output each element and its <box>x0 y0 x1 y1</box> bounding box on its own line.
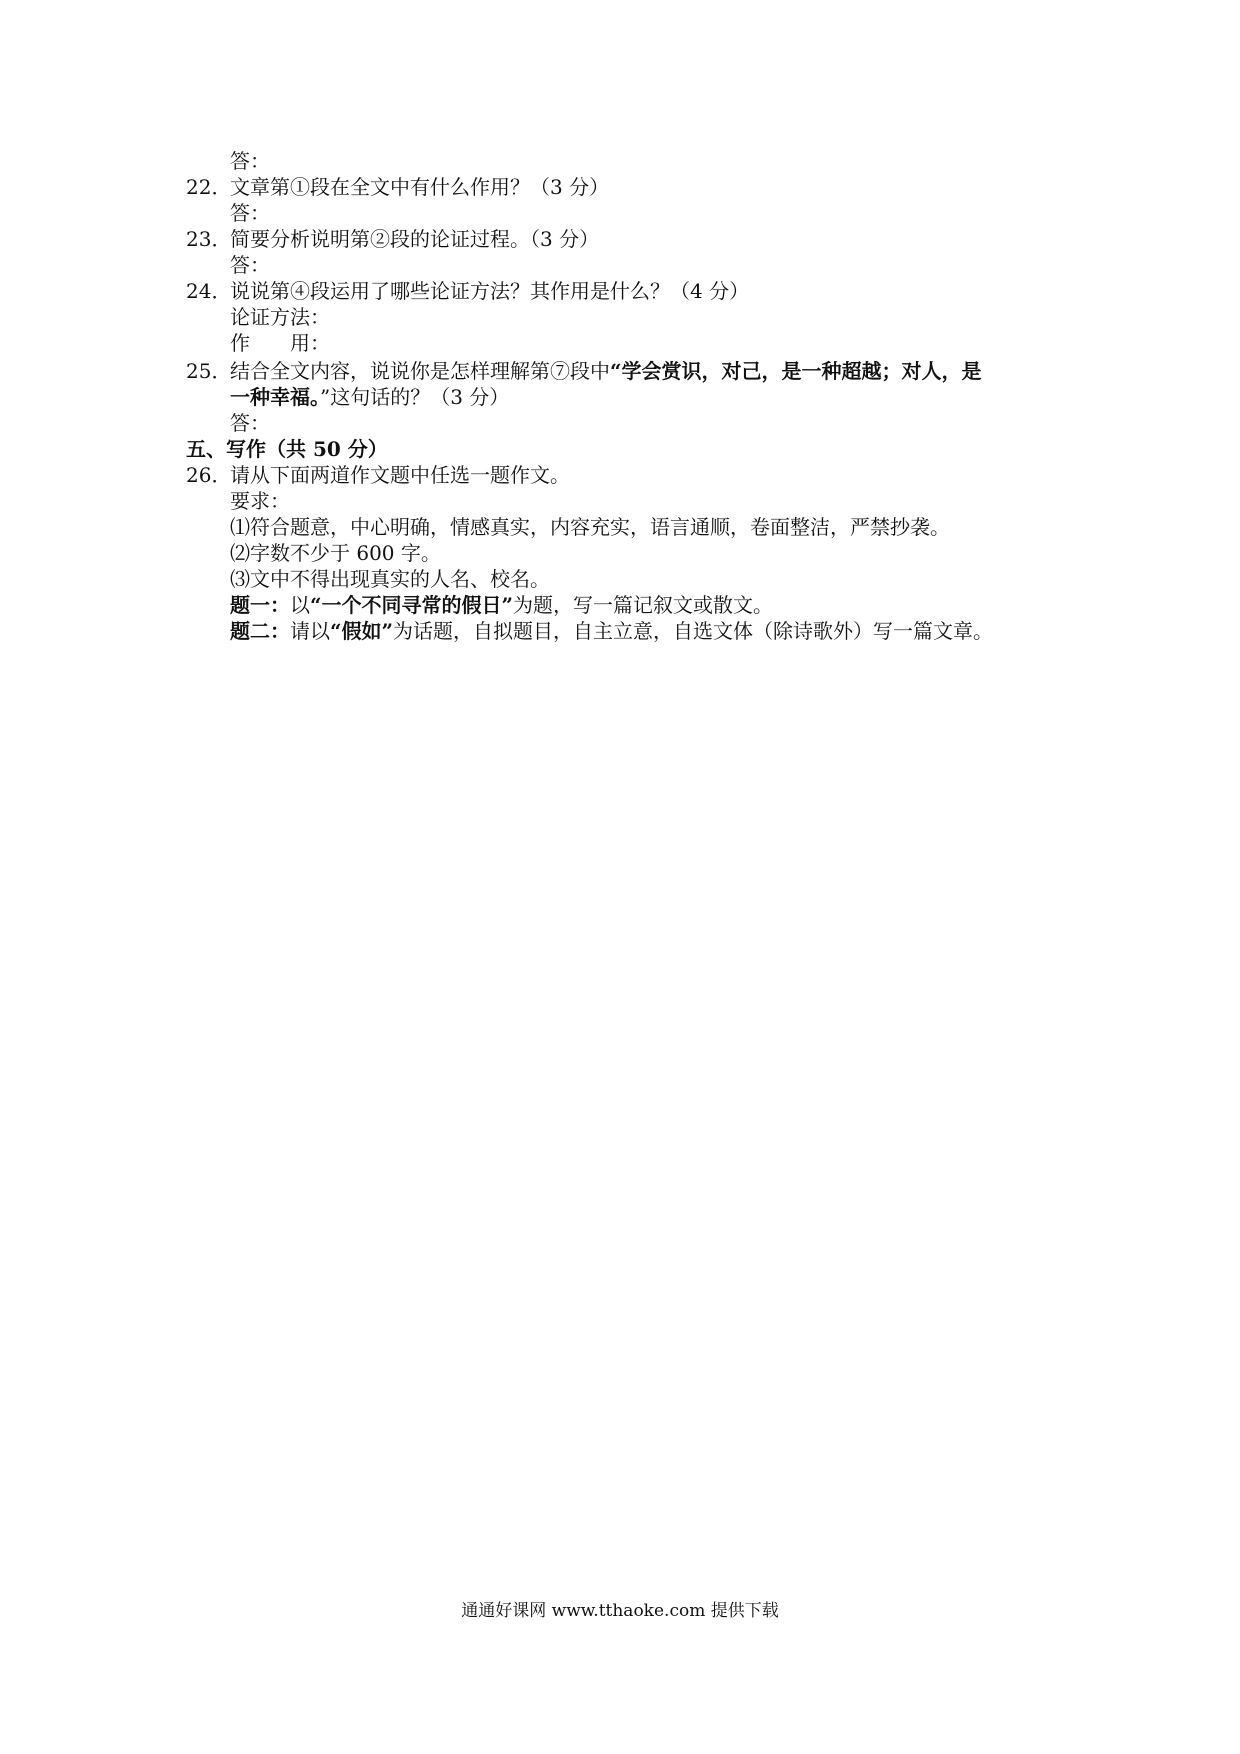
answer-label: 答： <box>230 201 270 225</box>
question-25-text-line1 <box>230 358 982 384</box>
question-26-number: 26． <box>186 463 232 487</box>
question-26-text: 请从下面两道作文题中任选一题作文。 <box>230 463 570 487</box>
topic-2-label: 题二： <box>230 619 290 643</box>
question-25-text-a: 结合全文内容，说说你是怎样理解第⑦段中 <box>230 359 610 383</box>
topic-1-title: “一个不同寻常的假日” <box>310 593 514 617</box>
question-25-quote-a: “学会赏识，对己，是一种超越；对人，是 <box>610 359 982 383</box>
question-25-text-b: ”这句话的？（3 分） <box>320 385 510 409</box>
topic-2-topic: “假如” <box>330 619 394 643</box>
question-25-text-line2 <box>230 384 509 410</box>
answer-label: 答： <box>230 411 270 435</box>
topic-2 <box>230 618 993 644</box>
question-25-number: 25． <box>186 359 232 383</box>
question-24-text: 说说第④段运用了哪些论证方法？其作用是什么？（4 分） <box>230 279 750 303</box>
answer-label: 答： <box>230 149 270 173</box>
topic-2-pre: 请以 <box>290 619 330 643</box>
section-5-heading: 五、写作（共 50 分） <box>186 437 388 461</box>
question-24-method-label: 论证方法： <box>230 305 330 329</box>
requirement-2: ⑵字数不少于 600 字。 <box>230 541 441 565</box>
requirement-3: ⑶文中不得出现真实的人名、校名。 <box>230 567 550 591</box>
question-25-quote-b: 一种幸福。 <box>230 385 320 409</box>
question-24-effect-label: 作 用： <box>230 331 330 355</box>
answer-label: 答： <box>230 253 270 277</box>
requirements-label: 要求： <box>230 489 290 513</box>
question-22-number: 22． <box>186 175 232 199</box>
topic-1 <box>230 592 773 618</box>
topic-1-pre: 以 <box>290 593 310 617</box>
topic-1-post: 为题，写一篇记叙文或散文。 <box>513 593 774 617</box>
topic-2-post: 为话题，自拟题目，自主立意，自选文体（除诗歌外）写一篇文章。 <box>393 619 994 643</box>
question-23-number: 23． <box>186 227 232 251</box>
topic-1-label: 题一： <box>230 593 290 617</box>
question-22-text: 文章第①段在全文中有什么作用？（3 分） <box>230 175 610 199</box>
question-24-number: 24． <box>186 279 232 303</box>
page-footer: 通通好课网 www.tthaoke.com 提供下载 <box>461 1601 779 1621</box>
requirement-1: ⑴符合题意，中心明确，情感真实，内容充实，语言通顺，卷面整洁，严禁抄袭。 <box>230 515 950 539</box>
question-23-text: 简要分析说明第②段的论证过程。（3 分） <box>230 227 600 251</box>
